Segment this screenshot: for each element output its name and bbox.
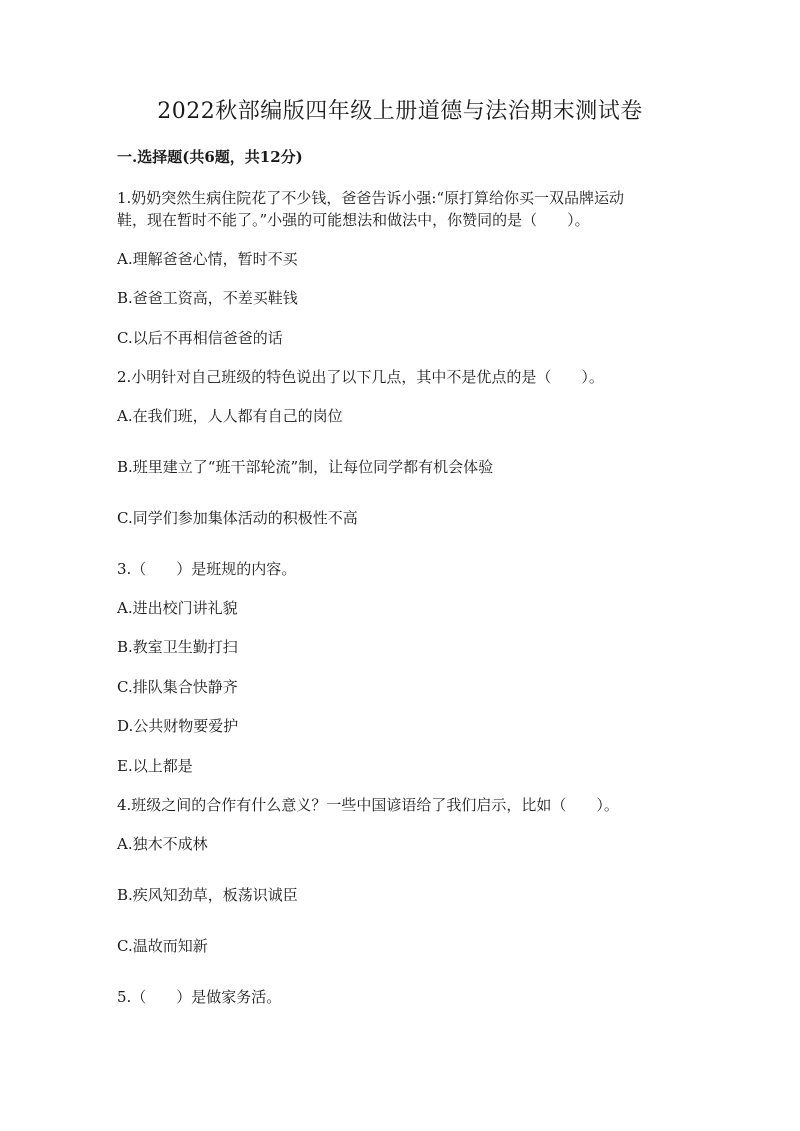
question-2-stem: 2.小明针对自己班级的特色说出了以下几点，其中不是优点的是（ ）。 (117, 368, 604, 386)
question-2-option-c: C.同学们参加集体活动的积极性不高 (117, 509, 358, 527)
question-4-option-b: B.疾风知劲草，板荡识诚臣 (117, 886, 298, 904)
question-1-stem-line-2: 鞋，现在暂时不能了。”小强的可能想法和做法中，你赞同的是（ ）。 (117, 211, 590, 229)
question-3-option-a: A.进出校门讲礼貌 (117, 599, 238, 617)
question-1-stem-line-1: 1.奶奶突然生病住院花了不少钱，爸爸告诉小强:“原打算给你买一双品牌运动 (117, 189, 625, 207)
question-1-option-a: A.理解爸爸心情，暂时不买 (117, 250, 298, 268)
question-3-option-e: E.以上都是 (117, 757, 193, 775)
question-2-option-b: B.班里建立了“班干部轮流”制，让每位同学都有机会体验 (117, 458, 494, 476)
question-4-option-c: C.温故而知新 (117, 937, 208, 955)
question-5-stem: 5.（ ）是做家务活。 (117, 988, 282, 1006)
question-3-option-b: B.教室卫生勤打扫 (117, 638, 238, 656)
page-title: 2022秋部编版四年级上册道德与法治期末测试卷 (157, 99, 643, 124)
question-2-option-a: A.在我们班，人人都有自己的岗位 (117, 407, 343, 425)
question-3-option-c: C.排队集合快静齐 (117, 678, 238, 696)
question-3-option-d: D.公共财物要爱护 (117, 717, 239, 735)
question-4-stem: 4.班级之间的合作有什么意义？一些中国谚语给了我们启示，比如（ ）。 (117, 796, 619, 814)
question-1-option-c: C.以后不再相信爸爸的话 (117, 329, 283, 347)
question-4-option-a: A.独木不成林 (117, 835, 208, 853)
section-heading: 一.选择题(共6题，共12分) (117, 148, 303, 166)
question-1-option-b: B.爸爸工资高，不差买鞋钱 (117, 289, 298, 307)
question-3-stem: 3.（ ）是班规的内容。 (117, 560, 297, 578)
